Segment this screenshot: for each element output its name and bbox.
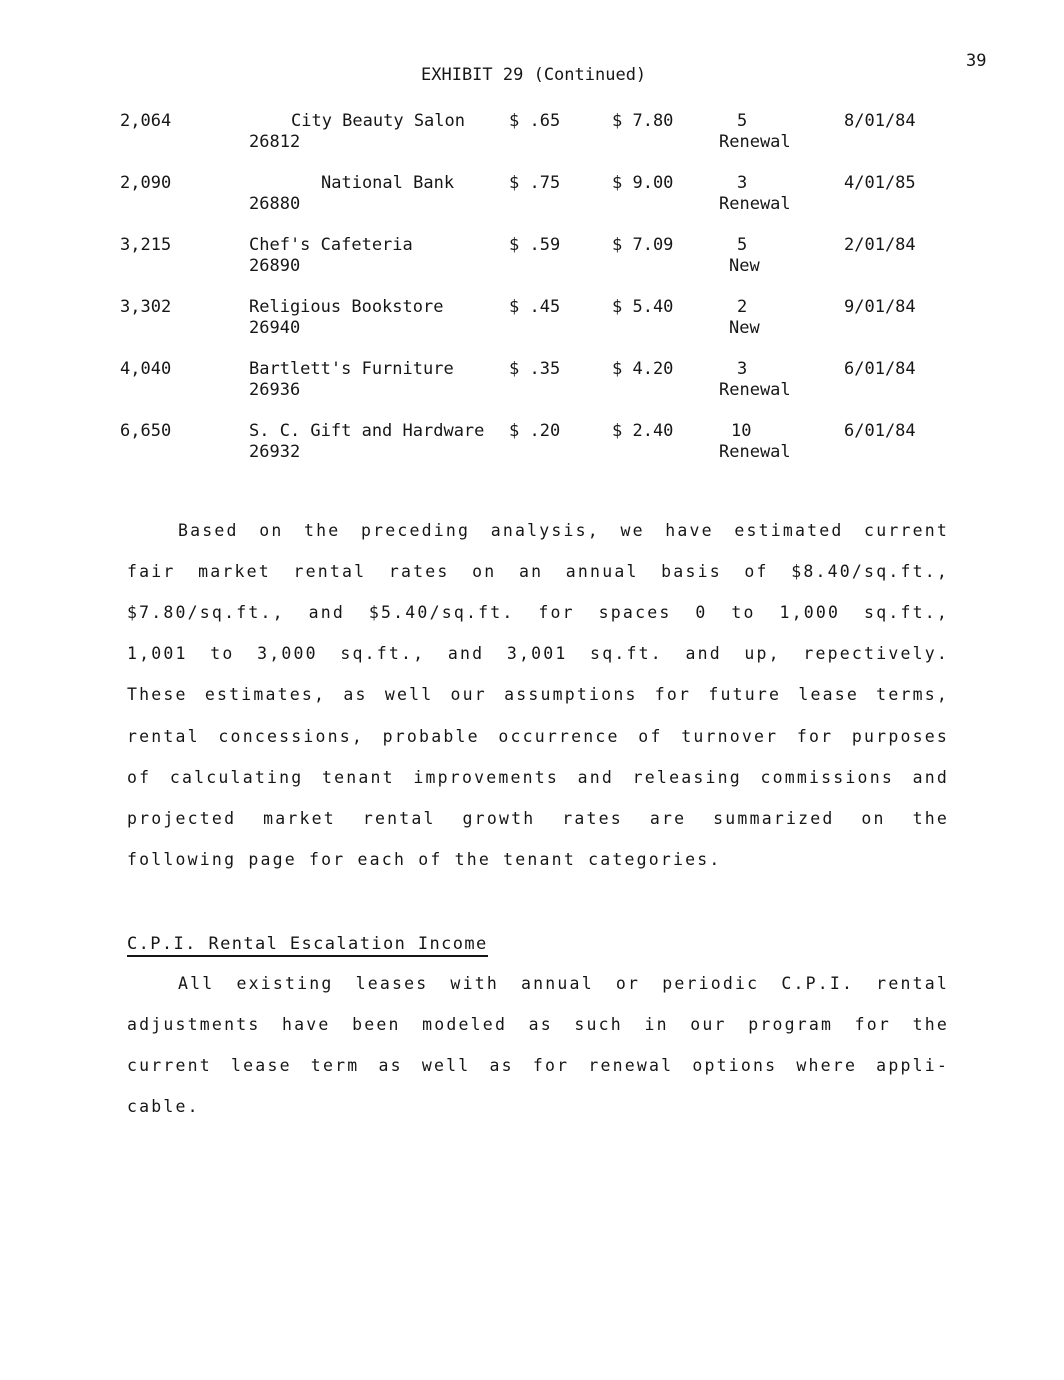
monthly-rate: $ .45 — [509, 297, 561, 317]
annual-rate: $ 7.09 — [612, 235, 674, 255]
monthly-rate: $ .75 — [509, 173, 561, 193]
lease-date: 2/01/84 — [844, 235, 916, 255]
table-row — [0, 297, 1064, 341]
lease-status: New — [729, 256, 760, 276]
table-row — [0, 111, 1064, 155]
paragraph-line: of calculating tenant improvements and releasing commissions and — [127, 768, 949, 787]
square-feet: 3,302 — [120, 297, 172, 317]
tenant-name: City Beauty Salon — [291, 111, 465, 131]
lease-date: 4/01/85 — [844, 173, 916, 193]
tenant-name: S. C. Gift and Hardware — [249, 421, 485, 441]
tenant-name: Bartlett's Furniture — [249, 359, 454, 379]
lease-term: 2 — [737, 297, 748, 317]
lease-term: 3 — [737, 173, 748, 193]
tenant-code: 26932 — [249, 442, 301, 462]
paragraph-line: current lease term as well as for renewal options where appli- — [127, 1056, 949, 1075]
exhibit-title: EXHIBIT 29 (Continued) — [421, 65, 647, 85]
square-feet: 2,064 — [120, 111, 172, 131]
tenant-code: 26812 — [249, 132, 301, 152]
paragraph-line: adjustments have been modeled as such in our program for the — [127, 1015, 949, 1034]
table-row — [0, 359, 1064, 403]
lease-status: New — [729, 318, 760, 338]
lease-date: 8/01/84 — [844, 111, 916, 131]
table-row — [0, 421, 1064, 465]
paragraph-line: projected market rental growth rates are summarized on the — [127, 809, 949, 828]
monthly-rate: $ .35 — [509, 359, 561, 379]
paragraph-line: following page for each of the tenant categories. — [127, 850, 722, 869]
lease-status: Renewal — [719, 380, 791, 400]
square-feet: 3,215 — [120, 235, 172, 255]
tenant-code: 26880 — [249, 194, 301, 214]
lease-term: 5 — [737, 111, 748, 131]
lease-status: Renewal — [719, 132, 791, 152]
tenant-name: National Bank — [321, 173, 455, 193]
paragraph-line: rental concessions, probable occurrence of turnover for purposes — [127, 727, 949, 746]
annual-rate: $ 9.00 — [612, 173, 674, 193]
lease-term: 5 — [737, 235, 748, 255]
paragraph-line: 1,001 to 3,000 sq.ft., and 3,001 sq.ft. and up, repectively. — [127, 644, 949, 663]
annual-rate: $ 7.80 — [612, 111, 674, 131]
monthly-rate: $ .20 — [509, 421, 561, 441]
tenant-code: 26890 — [249, 256, 301, 276]
annual-rate: $ 5.40 — [612, 297, 674, 317]
page-number: 39 — [966, 51, 987, 71]
paragraph-line: fair market rental rates on an annual basis of $8.40/sq.ft., — [127, 562, 949, 581]
paragraph-line: All existing leases with annual or periodic C.P.I. rental — [178, 974, 949, 993]
cpi-section-heading: C.P.I. Rental Escalation Income — [127, 934, 488, 957]
table-row — [0, 173, 1064, 217]
square-feet: 2,090 — [120, 173, 172, 193]
lease-date: 6/01/84 — [844, 359, 916, 379]
paragraph-line: cable. — [127, 1097, 200, 1116]
lease-term: 3 — [737, 359, 748, 379]
annual-rate: $ 2.40 — [612, 421, 674, 441]
tenant-code: 26936 — [249, 380, 301, 400]
tenant-name: Religious Bookstore — [249, 297, 444, 317]
paragraph-line: $7.80/sq.ft., and $5.40/sq.ft. for spaces 0 to 1,000 sq.ft., — [127, 603, 949, 622]
lease-term: 10 — [731, 421, 752, 441]
monthly-rate: $ .59 — [509, 235, 561, 255]
monthly-rate: $ .65 — [509, 111, 561, 131]
lease-status: Renewal — [719, 194, 791, 214]
lease-status: Renewal — [719, 442, 791, 462]
lease-date: 6/01/84 — [844, 421, 916, 441]
paragraph-line: These estimates, as well our assumptions for future lease terms, — [127, 685, 949, 704]
table-row — [0, 235, 1064, 279]
tenant-code: 26940 — [249, 318, 301, 338]
square-feet: 6,650 — [120, 421, 172, 441]
tenant-name: Chef's Cafeteria — [249, 235, 413, 255]
lease-date: 9/01/84 — [844, 297, 916, 317]
paragraph-line: Based on the preceding analysis, we have estimated current — [178, 521, 949, 540]
square-feet: 4,040 — [120, 359, 172, 379]
annual-rate: $ 4.20 — [612, 359, 674, 379]
